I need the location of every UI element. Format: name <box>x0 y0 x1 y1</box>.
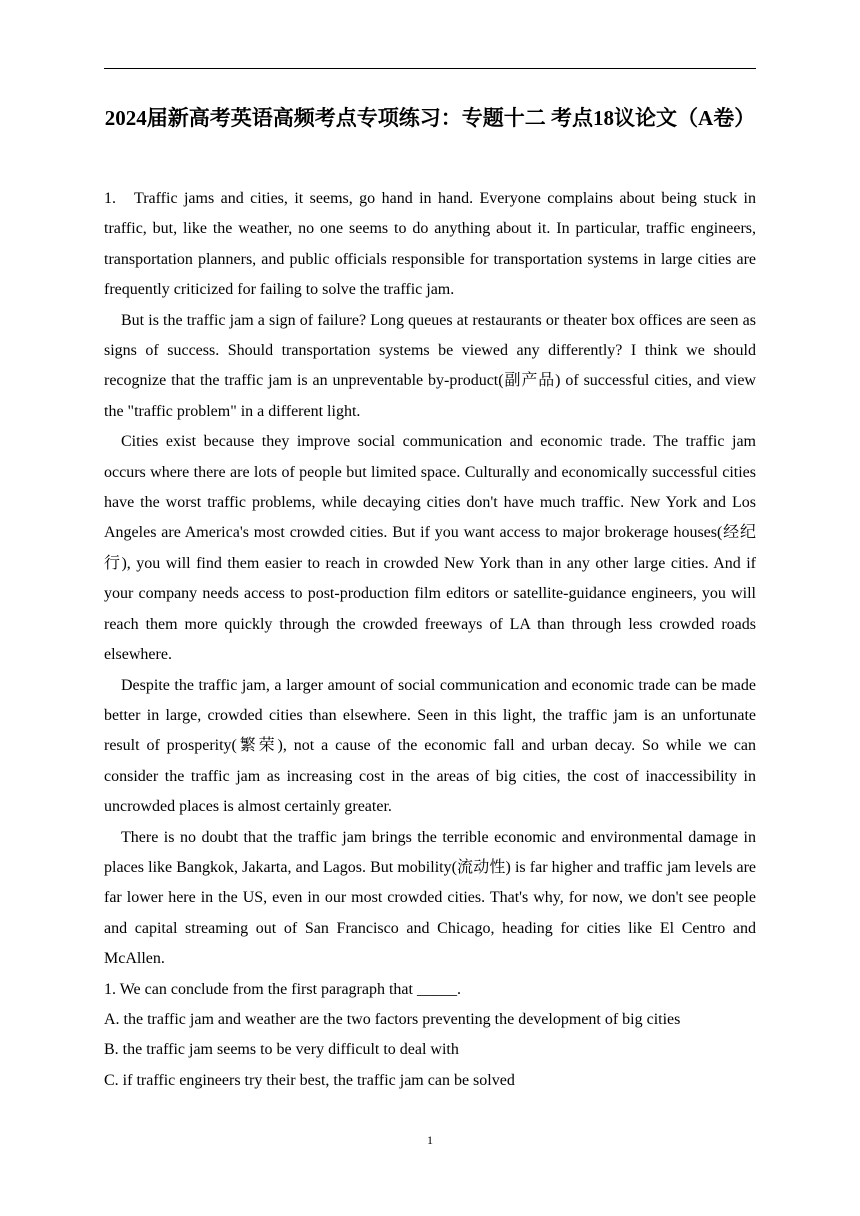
document-body <box>104 184 756 1096</box>
header-rule <box>104 68 756 69</box>
passage-paragraph-5: There is no doubt that the traffic jam brings the terrible economic and environmental damage in places like Bangkok, Jakarta, and Lagos. But mobility(流动性) is far higher and traffic jam levels are far lower here in the US, even in our most crowded cities. That's why, for now, we don't see people and capital streaming out of San Francisco and Chicago, heading for cities like El Centro and McAllen. <box>104 828 756 968</box>
passage-paragraph-1 <box>104 184 756 306</box>
question-stem: 1. We can conclude from the first paragraph that _____. <box>104 980 461 998</box>
passage-number: 1. <box>104 190 116 207</box>
option-a: A. the traffic jam and weather are the two factors preventing the development of big cities <box>104 1010 681 1028</box>
option-c: C. if traffic engineers try their best, the traffic jam can be solved <box>104 1071 515 1089</box>
passage-paragraph-4: Despite the traffic jam, a larger amount of social communication and economic trade can be made better in large, crowded cities than elsewhere. Seen in this light, the traffic jam is an unfortunate result of prosperity(繁荣), not a cause of the economic fall and urban decay. So while we can consider the traffic jam as increasing cost in the areas of big cities, the cost of inaccessibility in uncrowded places is almost certainly greater. <box>104 676 756 816</box>
document-title: 2024届新高考英语高频考点专项练习：专题十二 考点18议论文（A卷） <box>104 106 756 130</box>
option-b: B. the traffic jam seems to be very difficult to deal with <box>104 1041 459 1059</box>
passage-paragraph-2: But is the traffic jam a sign of failure? Long queues at restaurants or theater box offices are seen as signs of success. Should transportation systems be viewed any differently? I think we should recognize that the traffic jam is an unpreventable by-product(副产品) of successful cities, and view the "traffic problem" in a different light. <box>104 311 756 420</box>
page-number: 1 <box>427 1133 433 1147</box>
paragraph-text: Traffic jams and cities, it seems, go hand in hand. Everyone complains about being stuck in traffic, but, like the weather, no one seems to do anything about it. In particular, traffic engineers, transportation planners, and public officials responsible for transportation systems in large cities are frequently criticized for failing to solve the traffic jam. <box>104 190 756 299</box>
passage-paragraph-3: Cities exist because they improve social communication and economic trade. The traffic jam occurs where there are lots of people but limited space. Culturally and economically successful cities have the worst traffic problems, while decaying cities don't have much traffic. New York and Los Angeles are America's most crowded cities. But if you want access to major brokerage houses(经纪行), you will find them easier to reach in crowded New York than in any other large cities. And if your company needs access to post-production film editors or satellite-guidance engineers, you will reach them more quickly through the crowded freeways of LA than through less crowded roads elsewhere. <box>104 433 756 664</box>
